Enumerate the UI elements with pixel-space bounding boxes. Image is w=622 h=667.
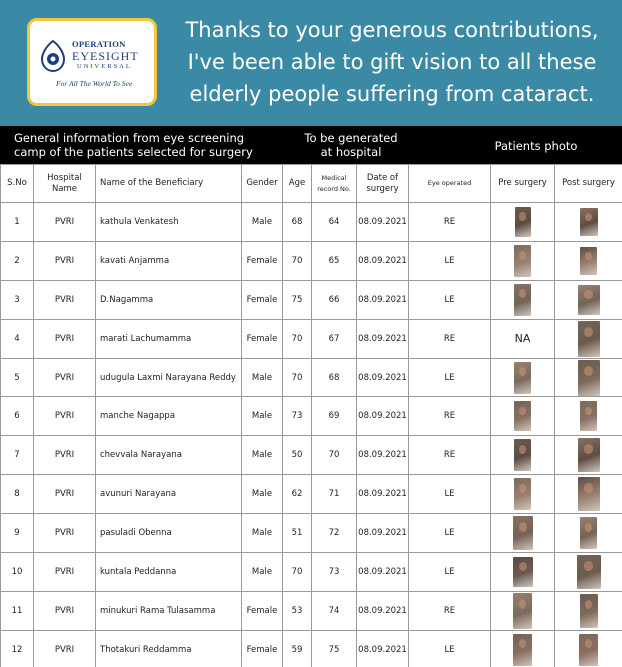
cell-name: kathula Venkatesh [96, 203, 242, 242]
cell-pre-surgery [491, 553, 555, 592]
post-surgery-photo [580, 401, 597, 431]
cell-gender: Female [242, 630, 283, 667]
cell-name: Thotakuri Reddamma [96, 630, 242, 667]
cell-eye: RE [409, 397, 491, 436]
cell-gender: Female [242, 319, 283, 358]
table-row [1, 553, 622, 592]
cell-name: kuntala Peddanna [96, 553, 242, 592]
cell-gender: Female [242, 591, 283, 630]
operation-eyesight-logo [27, 18, 157, 106]
col-header-sno: S.No [1, 165, 34, 203]
general-info-line: camp of the patients selected for surgery [14, 145, 253, 159]
pre-surgery-photo [514, 478, 531, 510]
cell-date: 08.09.2021 [357, 319, 409, 358]
cell-pre-surgery [491, 397, 555, 436]
cell-name: chevvala Narayana [96, 436, 242, 475]
cell-age: 53 [283, 591, 312, 630]
cell-pre-surgery [491, 591, 555, 630]
cell-gender: Male [242, 436, 283, 475]
cell-date: 08.09.2021 [357, 436, 409, 475]
cell-hospital: PVRI [34, 514, 96, 553]
cell-age: 68 [283, 203, 312, 242]
cell-post-surgery [555, 241, 622, 280]
table-row [1, 630, 622, 667]
cell-gender: Male [242, 397, 283, 436]
eye-logo-icon [40, 39, 66, 73]
cell-date: 08.09.2021 [357, 241, 409, 280]
cell-eye: RE [409, 203, 491, 242]
cell-hospital: PVRI [34, 280, 96, 319]
cell-date: 08.09.2021 [357, 397, 409, 436]
cell-sno: 7 [1, 436, 34, 475]
cell-date: 08.09.2021 [357, 630, 409, 667]
logo-tagline: For All The World To See [56, 79, 133, 88]
cell-name: udugula Laxmi Narayana Reddy [96, 358, 242, 397]
table-row [1, 358, 622, 397]
cell-hospital: PVRI [34, 241, 96, 280]
cell-sno: 5 [1, 358, 34, 397]
table-row [1, 280, 622, 319]
cell-eye: RE [409, 436, 491, 475]
post-surgery-photo [578, 438, 600, 472]
pre-surgery-photo [514, 401, 531, 431]
post-surgery-photo [578, 360, 600, 396]
patients-photo-header: Patients photo [494, 139, 578, 153]
pre-surgery-photo [514, 439, 531, 471]
cell-age: 70 [283, 553, 312, 592]
beneficiaries-table [0, 164, 622, 667]
headline-line: elderly people suffering from cataract. [189, 82, 595, 106]
table-row [1, 514, 622, 553]
col-header-hospital: Hospital Name [34, 165, 96, 203]
cell-hospital: PVRI [34, 436, 96, 475]
table-row [1, 397, 622, 436]
cell-name: minukuri Rama Tulasamma [96, 591, 242, 630]
cell-pre-surgery [491, 241, 555, 280]
cell-hospital: PVRI [34, 591, 96, 630]
cell-sno: 11 [1, 591, 34, 630]
col-header-gender: Gender [242, 165, 283, 203]
cell-eye: LE [409, 553, 491, 592]
cell-hospital: PVRI [34, 630, 96, 667]
table-row [1, 475, 622, 514]
cell-age: 70 [283, 358, 312, 397]
cell-name: avunuri Narayana [96, 475, 242, 514]
post-surgery-photo [578, 285, 600, 315]
cell-date: 08.09.2021 [357, 280, 409, 319]
cell-date: 08.09.2021 [357, 475, 409, 514]
cell-mrn: 75 [312, 630, 357, 667]
cell-eye: LE [409, 241, 491, 280]
table-header-row [1, 165, 622, 203]
col-header-age: Age [283, 165, 312, 203]
cell-date: 08.09.2021 [357, 591, 409, 630]
cell-mrn: 67 [312, 319, 357, 358]
table-row [1, 203, 622, 242]
cell-mrn: 68 [312, 358, 357, 397]
col-header-pre-surgery: Pre surgery [491, 165, 555, 203]
logo-text-line3: UNIVERSAL [77, 63, 132, 70]
header-banner [0, 0, 622, 126]
cell-post-surgery [555, 630, 622, 667]
cell-gender: Male [242, 553, 283, 592]
cell-eye: LE [409, 630, 491, 667]
cell-mrn: 72 [312, 514, 357, 553]
cell-name: marati Lachumamma [96, 319, 242, 358]
cell-sno: 10 [1, 553, 34, 592]
cell-post-surgery [555, 475, 622, 514]
col-header-post-surgery: Post surgery [555, 165, 622, 203]
pre-surgery-photo [515, 207, 531, 237]
cell-pre-surgery [491, 280, 555, 319]
post-surgery-photo [578, 477, 600, 511]
logo-text-line2: EYESIGHT [72, 49, 139, 63]
pre-surgery-photo [513, 593, 532, 629]
cell-hospital: PVRI [34, 397, 96, 436]
col-header-date: Date of surgery [357, 165, 409, 203]
hospital-header [288, 131, 414, 159]
post-surgery-photo [580, 208, 598, 236]
cell-pre-surgery [491, 630, 555, 667]
hospital-header-line: at hospital [320, 145, 382, 159]
pre-surgery-photo [513, 516, 533, 550]
general-info-header [14, 131, 253, 159]
cell-hospital: PVRI [34, 475, 96, 514]
cell-mrn: 66 [312, 280, 357, 319]
cell-age: 62 [283, 475, 312, 514]
post-surgery-photo [578, 321, 600, 357]
cell-post-surgery [555, 553, 622, 592]
pre-surgery-photo [513, 634, 532, 666]
cell-post-surgery [555, 358, 622, 397]
cell-pre-surgery [491, 436, 555, 475]
cell-gender: Male [242, 203, 283, 242]
cell-sno: 1 [1, 203, 34, 242]
cell-date: 08.09.2021 [357, 358, 409, 397]
cell-age: 75 [283, 280, 312, 319]
cell-name: kavati Anjamma [96, 241, 242, 280]
cell-mrn: 69 [312, 397, 357, 436]
cell-hospital: PVRI [34, 203, 96, 242]
post-surgery-photo [580, 247, 597, 275]
cell-pre-surgery [491, 475, 555, 514]
cell-sno: 2 [1, 241, 34, 280]
cell-gender: Male [242, 514, 283, 553]
cell-date: 08.09.2021 [357, 553, 409, 592]
cell-pre-surgery [491, 358, 555, 397]
cell-post-surgery [555, 591, 622, 630]
logo-text-line1: OPERATION [72, 39, 126, 49]
cell-mrn: 73 [312, 553, 357, 592]
table-row [1, 436, 622, 475]
col-header-mrn: Medical record No. [312, 165, 357, 203]
cell-eye: LE [409, 358, 491, 397]
cell-age: 59 [283, 630, 312, 667]
cell-eye: LE [409, 514, 491, 553]
cell-post-surgery [555, 280, 622, 319]
cell-mrn: 71 [312, 475, 357, 514]
cell-age: 73 [283, 397, 312, 436]
headline [172, 14, 612, 110]
post-surgery-photo [577, 555, 601, 589]
cell-name: manche Nagappa [96, 397, 242, 436]
cell-sno: 6 [1, 397, 34, 436]
cell-sno: 3 [1, 280, 34, 319]
cell-post-surgery [555, 203, 622, 242]
cell-sno: 9 [1, 514, 34, 553]
post-surgery-photo [580, 594, 598, 628]
cell-age: 70 [283, 319, 312, 358]
cell-gender: Female [242, 241, 283, 280]
post-surgery-photo [579, 634, 598, 666]
hospital-header-line: To be generated [304, 131, 398, 145]
cell-post-surgery [555, 319, 622, 358]
pre-surgery-photo [514, 245, 531, 277]
pre-surgery-photo [513, 557, 533, 587]
cell-gender: Female [242, 280, 283, 319]
col-header-eye: Eye operated [409, 165, 491, 203]
cell-sno: 12 [1, 630, 34, 667]
cell-hospital: PVRI [34, 553, 96, 592]
cell-mrn: 65 [312, 241, 357, 280]
pre-surgery-photo [514, 362, 531, 394]
cell-name: pasuladi Obenna [96, 514, 242, 553]
headline-line: Thanks to your generous contributions, [185, 18, 599, 42]
cell-pre-surgery [491, 319, 555, 358]
headline-line: I've been able to gift vision to all these [187, 50, 597, 74]
not-available-label: NA [514, 332, 531, 346]
cell-pre-surgery [491, 203, 555, 242]
cell-mrn: 64 [312, 203, 357, 242]
section-header-bar [0, 126, 622, 164]
cell-hospital: PVRI [34, 319, 96, 358]
cell-name: D.Nagamma [96, 280, 242, 319]
cell-sno: 4 [1, 319, 34, 358]
cell-hospital: PVRI [34, 358, 96, 397]
cell-post-surgery [555, 514, 622, 553]
cell-age: 70 [283, 241, 312, 280]
cell-eye: RE [409, 591, 491, 630]
cell-date: 08.09.2021 [357, 514, 409, 553]
cell-date: 08.09.2021 [357, 203, 409, 242]
cell-eye: LE [409, 280, 491, 319]
table-row [1, 319, 622, 358]
cell-eye: RE [409, 319, 491, 358]
cell-mrn: 74 [312, 591, 357, 630]
cell-mrn: 70 [312, 436, 357, 475]
cell-post-surgery [555, 436, 622, 475]
cell-sno: 8 [1, 475, 34, 514]
cell-gender: Male [242, 475, 283, 514]
cell-post-surgery [555, 397, 622, 436]
cell-pre-surgery [491, 514, 555, 553]
cell-gender: Male [242, 358, 283, 397]
post-surgery-photo [580, 517, 597, 549]
table-row [1, 241, 622, 280]
pre-surgery-photo [514, 284, 531, 316]
col-header-name: Name of the Beneficiary [96, 165, 242, 203]
cell-eye: LE [409, 475, 491, 514]
table-row [1, 591, 622, 630]
general-info-line: General information from eye screening [14, 131, 245, 145]
cell-age: 51 [283, 514, 312, 553]
cell-age: 50 [283, 436, 312, 475]
